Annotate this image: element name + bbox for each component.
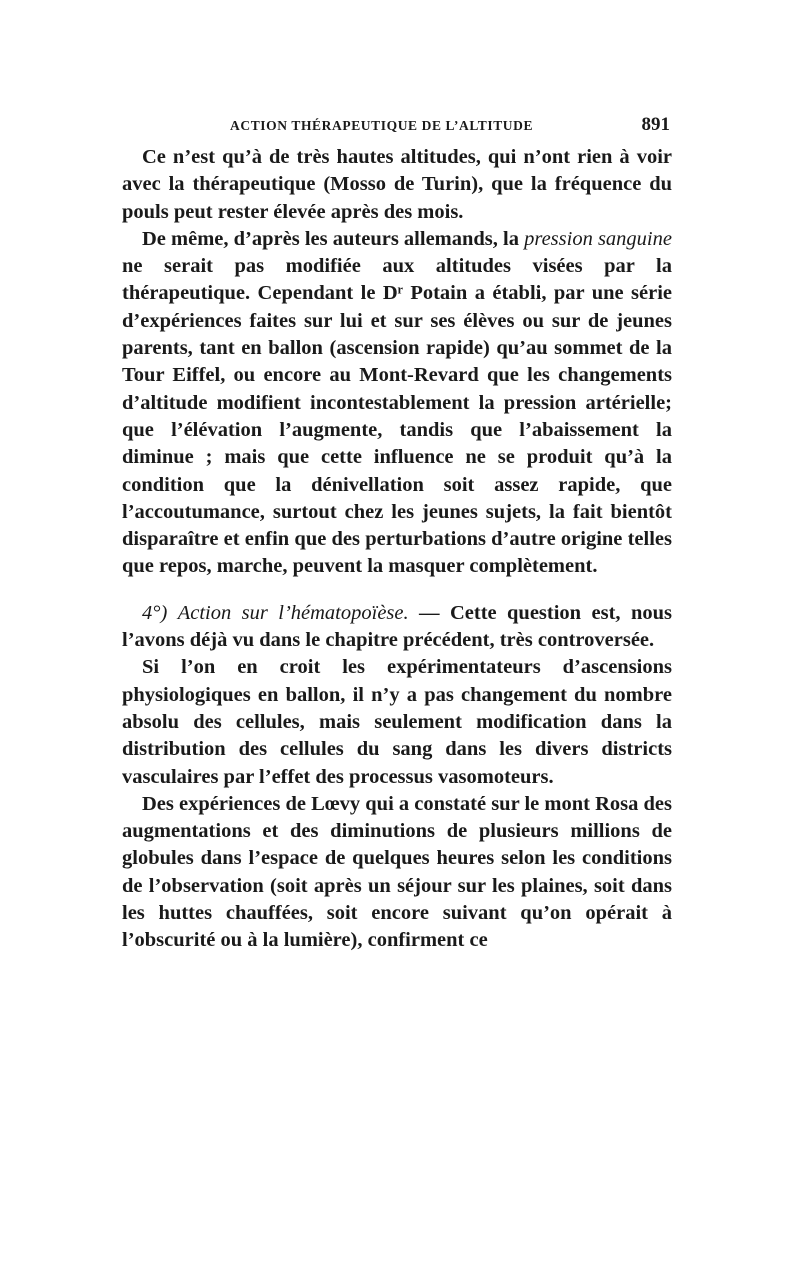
running-title: ACTION THÉRAPEUTIQUE DE L’ALTITUDE	[230, 118, 534, 133]
running-head	[122, 112, 672, 140]
section-heading: Action sur l’hématopoïèse.	[177, 601, 409, 624]
paragraph-2	[122, 226, 672, 581]
section-4-paragraph	[122, 600, 672, 655]
paragraph-1-text: Ce n’est qu’à de très hautes altitudes, qui n’ont rien à voir avec la thérapeutique (Mosso de Turin), que la fréquence du pouls peut rester élevée après des mois.	[122, 146, 672, 223]
paragraph-2-after: ne serait pas modifiée aux altitudes visées par la thérapeutique. Cependant le Dʳ Potain a établi, par une série d’expériences faites sur lui et sur ses élèves ou sur de jeunes parents, tant en ballon (ascension rapide) qu’au sommet de la Tour Eiffel, ou encore au Mont-Revard que les changements d’altitude modifient incontestablement la pression artérielle; que l’élévation l’augmente, tandis que l’abaissement la diminue ; mais que cette influence ne se produit qu’à la condition que la dénivellation soit assez rapide, que l’accoutumance, surtout chez les jeunes sujets, la fait bientôt disparaître et enfin que des perturbations d’autre origine telles que repos, marche, peuvent la masquer complètement.	[122, 255, 672, 578]
paragraph-4-text: Si l’on en croit les expérimentateurs d’ascensions physiologiques en ballon, il n’y a pas changement du nombre absolu des cellules, mais seulement modification dans la distribution des cellules du sang dans les divers districts vasculaires par l’effet des processus vasomoteurs.	[122, 656, 672, 788]
paragraph-1	[122, 144, 672, 226]
body-text	[122, 144, 672, 955]
section-4-text: — Cette question est, nous l’avons déjà vu dans le chapitre précédent, très controversée.	[122, 601, 672, 652]
paragraph-2-italic: pression sanguine	[524, 227, 672, 250]
paragraph-2-before: De même, d’après les auteurs allemands, la	[142, 227, 525, 250]
page-number: 891	[641, 114, 670, 135]
book-page	[122, 112, 672, 955]
paragraph-5	[122, 791, 672, 955]
paragraph-5-text: Des expériences de Lœvy qui a constaté sur le mont Rosa des augmentations et des diminutions de plusieurs millions de globules dans l’espace de quelques heures selon les conditions de l’observation (soit après un séjour sur les plaines, soit dans les huttes chauffées, soit encore suivant qu’on opérait à l’obscurité ou à la lumière), confirment ce	[122, 792, 672, 952]
section-number: 4°)	[142, 601, 168, 624]
paragraph-4	[122, 654, 672, 790]
